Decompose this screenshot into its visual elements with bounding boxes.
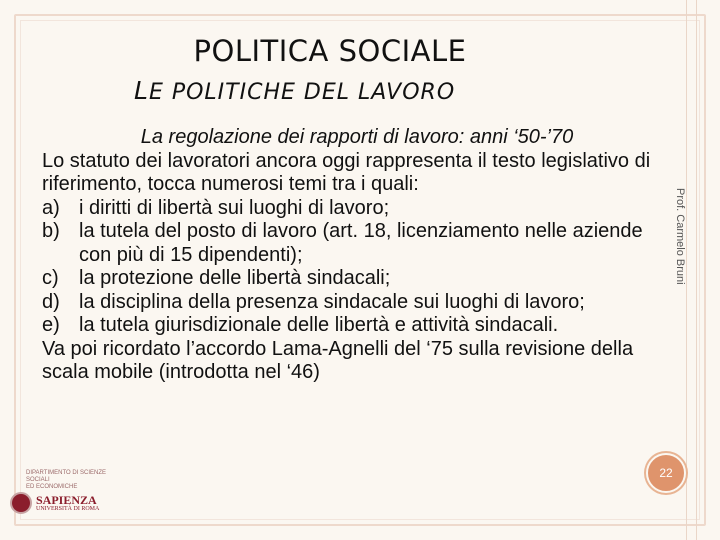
university-logo	[10, 492, 99, 514]
department-line: DIPARTIMENTO DI SCIENZE SOCIALI	[26, 470, 107, 483]
list-item	[42, 314, 652, 338]
section-heading: La regolazione dei rapporti di lavoro: anni ‘50-’70	[140, 126, 574, 148]
list-item	[42, 220, 652, 267]
intro-paragraph: Lo statuto dei lavoratori ancora oggi rappresenta il testo legislativo di riferimento, tocca numerosi temi tra i quali:	[42, 149, 651, 195]
author-credit: Prof. Carmelo Bruni	[674, 188, 686, 285]
logo-text	[36, 494, 99, 513]
logo-subtitle: UNIVERSITÀ DI ROMA	[36, 505, 100, 512]
department-label	[26, 470, 106, 491]
list-marker: a)	[42, 196, 60, 219]
list-item	[42, 267, 652, 291]
slide-subtitle	[134, 76, 455, 105]
list-marker: e)	[42, 314, 60, 336]
list-marker: b)	[42, 220, 60, 242]
side-rail-line	[686, 0, 687, 540]
list-item-text: la tutela giurisdizionale delle libertà e attività sindacali.	[79, 314, 559, 336]
department-line: ED ECONOMICHE	[26, 484, 78, 490]
list-item	[42, 197, 652, 221]
list-item-text: la tutela del posto di lavoro (art. 18, licenziamento nelle aziende con più di 15 dipendenti);	[79, 220, 643, 266]
logo-name: SAPIENZA	[36, 492, 97, 507]
slide-title: POLITICA SOCIALE	[193, 34, 467, 68]
subtitle-text: E POLITICHE DEL LAVORO	[148, 80, 456, 105]
subtitle-initial: L	[134, 76, 149, 105]
university-seal-icon	[10, 492, 32, 514]
list-item-text: la protezione delle libertà sindacali;	[79, 267, 391, 289]
list-item	[42, 291, 652, 315]
list-item-text: la disciplina della presenza sindacale sui luoghi di lavoro;	[79, 290, 585, 313]
list-marker: d)	[42, 290, 60, 313]
slide-content	[42, 126, 652, 385]
list-item-text: i diritti di libertà sui luoghi di lavoro;	[79, 196, 390, 219]
page-number-badge: 22	[646, 453, 686, 493]
side-rail-line	[696, 0, 697, 540]
closing-paragraph: Va poi ricordato l’accordo Lama-Agnelli del ‘75 sulla revisione della scala mobile (introdotta nel ‘46)	[42, 337, 634, 383]
list-marker: c)	[42, 267, 59, 289]
topics-list	[42, 197, 652, 338]
